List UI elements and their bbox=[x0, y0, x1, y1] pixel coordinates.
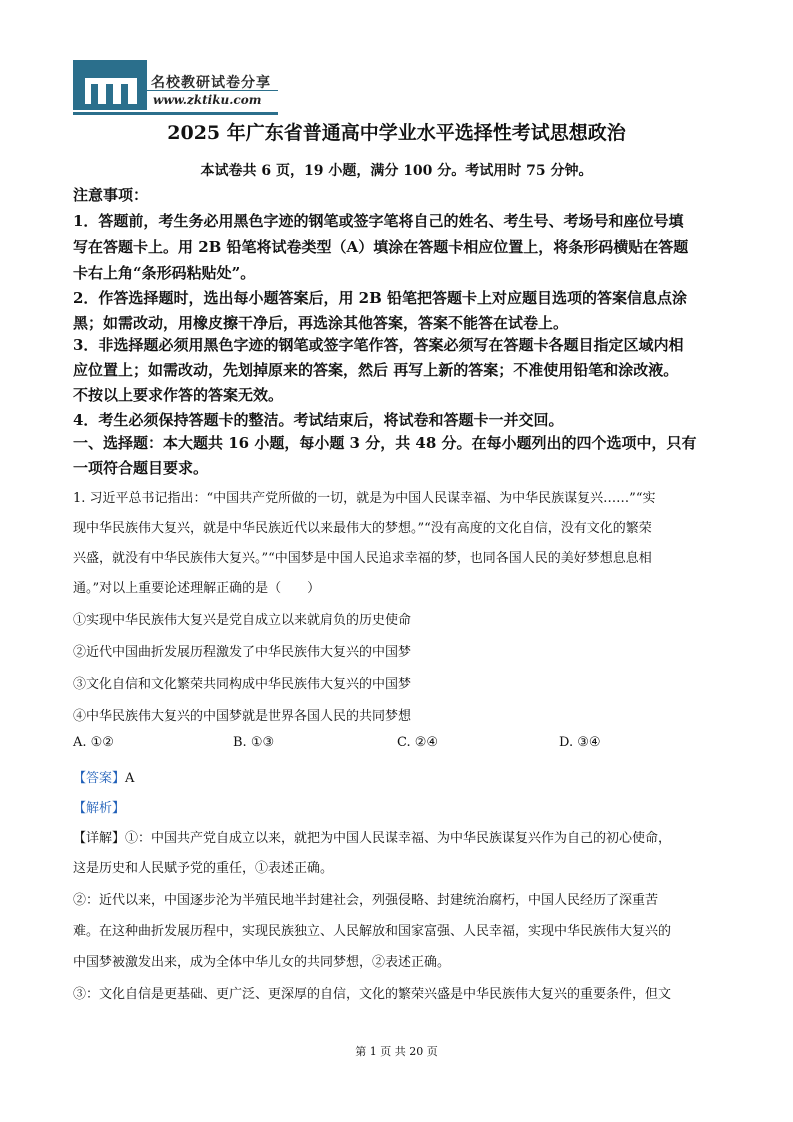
notice-line: 1．答题前，考生务必用黑色字迹的钢笔或签字笔将自己的姓名、考生号、考场号和座位号填 bbox=[73, 212, 684, 230]
statement: ③文化自信和文化繁荣共同构成中华民族伟大复兴的中国梦 bbox=[73, 677, 412, 692]
page-footer: 第 1 页 共 20 页 bbox=[355, 1045, 438, 1058]
detail-line: ②：近代以来，中国逐步沦为半殖民地半封建社会，列强侵略、封建统治腐朽，中国人民经历了深重苦 bbox=[73, 893, 659, 908]
option-c: C. ②④ bbox=[397, 735, 439, 750]
answer-line bbox=[73, 767, 134, 786]
detail-line: 中国梦被激发出来，成为全体中华儿女的共同梦想，②表述正确。 bbox=[73, 955, 451, 970]
answer-value: A bbox=[125, 771, 135, 786]
detail-line: ③：文化自信是更基础、更广泛、更深厚的自信，文化的繁荣兴盛是中华民族伟大复兴的重要条件，但文 bbox=[73, 987, 672, 1002]
section-heading: 一、选择题：本大题共 16 小题，每小题 3 分，共 48 分。在每小题列出的四个选项中，只有 bbox=[73, 434, 697, 452]
detail-text: ①：中国共产党自成立以来，就把为中国人民谋幸福、为中华民族谋复兴作为自己的初心使命， bbox=[125, 831, 672, 846]
detail-tag: 【详解】 bbox=[73, 831, 126, 846]
notice-line: 2．作答选择题时，选出每小题答案后，用 2B 铅笔把答题卡上对应题目选项的答案信息点涂 bbox=[73, 289, 688, 307]
answer-tag: 【答案】 bbox=[73, 771, 126, 786]
question-stem-line: 现中华民族伟大复兴，就是中华民族近代以来最伟大的梦想。”“没有高度的文化自信，没有文化的繁荣 bbox=[73, 521, 652, 536]
option-a: A. ①② bbox=[73, 735, 114, 750]
question-stem-line: 通。”对以上重要论述理解正确的是（ ） bbox=[73, 581, 321, 596]
notice-line: 卡右上角“条形码粘贴处”。 bbox=[73, 264, 256, 282]
statement: ④中华民族伟大复兴的中国梦就是世界各国人民的共同梦想 bbox=[73, 709, 412, 724]
notice-line: 应位置上；如需改动，先划掉原来的答案，然后 再写上新的答案；不准使用铅笔和涂改液。 bbox=[73, 361, 679, 379]
notice-line: 写在答题卡上。用 2B 铅笔将试卷类型（A）填涂在答题卡相应位置上，将条形码横贴在答题 bbox=[73, 238, 689, 256]
exam-subtitle: 本试卷共 6 页，19 小题，满分 100 分。考试用时 75 分钟。 bbox=[200, 163, 593, 179]
detail-line bbox=[73, 827, 671, 846]
section-heading: 一项符合题目要求。 bbox=[73, 459, 209, 477]
notice-line: 不按以上要求作答的答案无效。 bbox=[73, 386, 284, 404]
logo-url: www.zktiku.com bbox=[153, 93, 262, 107]
option-b: B. ①③ bbox=[233, 735, 275, 750]
question-stem-line: 1. 习近平总书记指出：“中国共产党所做的一切，就是为中国人民谋幸福、为中华民族谋复兴……”“实 bbox=[73, 491, 656, 506]
detail-line: 这是历史和人民赋予党的重任，①表述正确。 bbox=[73, 861, 334, 876]
notice-line: 4．考生必须保持答题卡的整洁。考试结束后，将试卷和答题卡一并交回。 bbox=[73, 411, 564, 429]
notice-line: 黑；如需改动，用橡皮擦干净后，再选涂其他答案，答案不能答在试卷上。 bbox=[73, 314, 569, 332]
analysis-tag: 【解析】 bbox=[73, 801, 126, 816]
detail-line: 难。在这种曲折发展历程中，实现民族独立、人民解放和国家富强、人民幸福，实现中华民族伟大复兴的 bbox=[73, 924, 672, 939]
notice-heading: 注意事项： bbox=[73, 186, 149, 204]
site-logo bbox=[73, 60, 278, 116]
statement: ①实现中华民族伟大复兴是党自成立以来就肩负的历史使命 bbox=[73, 613, 412, 628]
notice-line: 3．非选择题必须用黑色字迹的钢笔或签字笔作答，答案必须写在答题卡各题目指定区域内相 bbox=[73, 336, 684, 354]
question-stem-line: 兴盛，就没有中华民族伟大复兴。”“中国梦是中国人民追求幸福的梦，也同各国人民的美好梦想息息相 bbox=[73, 551, 652, 566]
option-d: D. ③④ bbox=[559, 735, 601, 750]
exam-title: 2025 年广东省普通高中学业水平选择性考试思想政治 bbox=[167, 122, 626, 144]
logo-mark-icon bbox=[73, 60, 147, 110]
logo-name: 名校教研试卷分享 bbox=[151, 75, 271, 91]
statement: ②近代中国曲折发展历程激发了中华民族伟大复兴的中国梦 bbox=[73, 645, 412, 660]
